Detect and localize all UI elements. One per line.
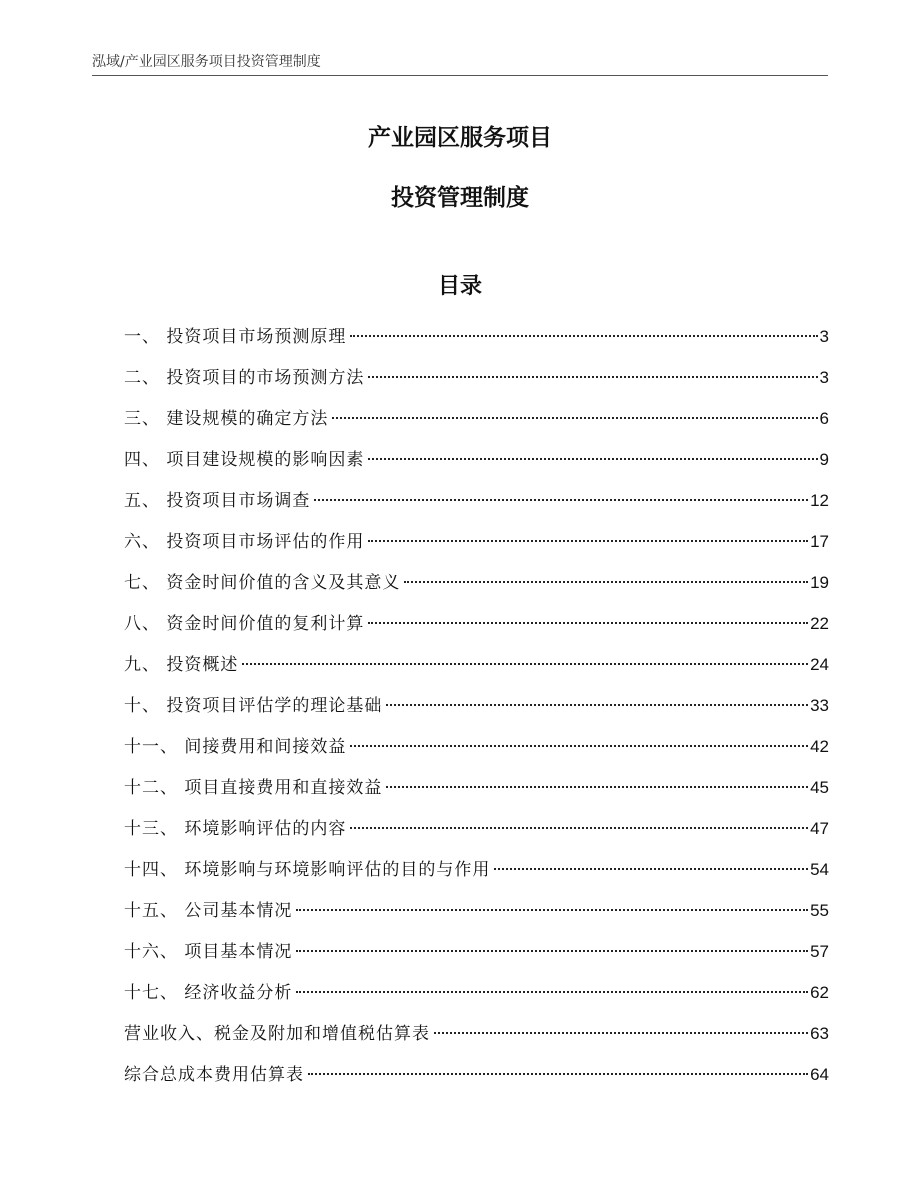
- toc-entry-page: 55: [810, 901, 829, 920]
- toc-entry-page: 3: [819, 327, 829, 346]
- toc-heading: 目录: [437, 274, 482, 299]
- toc-entry[interactable]: [124, 773, 829, 814]
- toc-entry-label: 七、 资金时间价值的含义及其意义: [124, 573, 401, 593]
- toc-dot-leader: [494, 868, 808, 870]
- toc-entry-label: 八、 资金时间价值的复利计算: [124, 614, 365, 634]
- toc-entry-page: 45: [810, 778, 829, 797]
- toc-entry-label: 十六、 项目基本情况: [124, 942, 293, 962]
- running-header: 泓域/产业园区服务项目投资管理制度: [92, 52, 828, 76]
- toc-entry[interactable]: [124, 650, 829, 691]
- toc-entry[interactable]: [124, 978, 829, 1019]
- toc-entry[interactable]: [124, 609, 829, 650]
- toc-dot-leader: [296, 909, 808, 911]
- toc-entry-label: 十五、 公司基本情况: [124, 901, 293, 921]
- toc-entry-page: 64: [810, 1065, 829, 1084]
- toc-entry-label: 一、 投资项目市场预测原理: [124, 327, 347, 347]
- toc-entry[interactable]: [124, 937, 829, 978]
- toc-entry[interactable]: [124, 445, 829, 486]
- toc-entry[interactable]: [124, 896, 829, 937]
- toc-entry[interactable]: [124, 691, 829, 732]
- toc-dot-leader: [368, 458, 817, 460]
- toc-entry-page: 19: [810, 573, 829, 592]
- toc-entry-page: 54: [810, 860, 829, 879]
- toc-entry-label: 六、 投资项目市场评估的作用: [124, 532, 365, 552]
- toc-entry-page: 62: [810, 983, 829, 1002]
- table-of-contents: [124, 322, 829, 1101]
- toc-entry-label: 四、 项目建设规模的影响因素: [124, 450, 365, 470]
- toc-entry[interactable]: [124, 363, 829, 404]
- toc-entry-page: 22: [810, 614, 829, 633]
- toc-dot-leader: [368, 376, 817, 378]
- toc-dot-leader: [350, 335, 817, 337]
- toc-entry[interactable]: [124, 814, 829, 855]
- toc-dot-leader: [308, 1073, 808, 1075]
- toc-dot-leader: [386, 786, 808, 788]
- toc-entry-label: 九、 投资概述: [124, 655, 239, 675]
- toc-entry[interactable]: [124, 568, 829, 609]
- toc-entry-page: 12: [810, 491, 829, 510]
- toc-dot-leader: [350, 827, 808, 829]
- toc-dot-leader: [314, 499, 808, 501]
- toc-entry[interactable]: [124, 322, 829, 363]
- toc-entry-page: 3: [819, 368, 829, 387]
- toc-dot-leader: [350, 745, 808, 747]
- toc-entry-label: 十三、 环境影响评估的内容: [124, 819, 347, 839]
- toc-entry-label: 综合总成本费用估算表: [124, 1065, 304, 1085]
- toc-dot-leader: [296, 991, 808, 993]
- toc-entry-page: 6: [819, 409, 829, 428]
- toc-entry[interactable]: [124, 855, 829, 896]
- toc-entry-label: 三、 建设规模的确定方法: [124, 409, 329, 429]
- toc-dot-leader: [242, 663, 808, 665]
- toc-entry[interactable]: [124, 527, 829, 568]
- toc-entry[interactable]: [124, 404, 829, 445]
- toc-entry-page: 57: [810, 942, 829, 961]
- toc-entry-label: 营业收入、税金及附加和增值税估算表: [124, 1024, 430, 1044]
- toc-dot-leader: [368, 540, 808, 542]
- toc-entry[interactable]: [124, 486, 829, 527]
- toc-entry-label: 十、 投资项目评估学的理论基础: [124, 696, 383, 716]
- toc-entry-page: 24: [810, 655, 829, 674]
- document-title-line-1: 产业园区服务项目: [368, 125, 552, 151]
- toc-entry[interactable]: [124, 1060, 829, 1101]
- toc-entry[interactable]: [124, 732, 829, 773]
- toc-entry-page: 47: [810, 819, 829, 838]
- toc-dot-leader: [434, 1032, 808, 1034]
- toc-entry-page: 33: [810, 696, 829, 715]
- toc-entry-page: 9: [819, 450, 829, 469]
- toc-entry-label: 十二、 项目直接费用和直接效益: [124, 778, 383, 798]
- toc-dot-leader: [386, 704, 808, 706]
- toc-entry-page: 63: [810, 1024, 829, 1043]
- toc-dot-leader: [404, 581, 808, 583]
- toc-entry-label: 五、 投资项目市场调查: [124, 491, 311, 511]
- document-title-line-2: 投资管理制度: [391, 185, 529, 211]
- toc-entry-label: 二、 投资项目的市场预测方法: [124, 368, 365, 388]
- toc-entry[interactable]: [124, 1019, 829, 1060]
- toc-entry-label: 十七、 经济收益分析: [124, 983, 293, 1003]
- toc-dot-leader: [332, 417, 817, 419]
- toc-entry-page: 17: [810, 532, 829, 551]
- toc-entry-page: 42: [810, 737, 829, 756]
- toc-dot-leader: [296, 950, 808, 952]
- toc-entry-label: 十四、 环境影响与环境影响评估的目的与作用: [124, 860, 491, 880]
- toc-entry-label: 十一、 间接费用和间接效益: [124, 737, 347, 757]
- toc-dot-leader: [368, 622, 808, 624]
